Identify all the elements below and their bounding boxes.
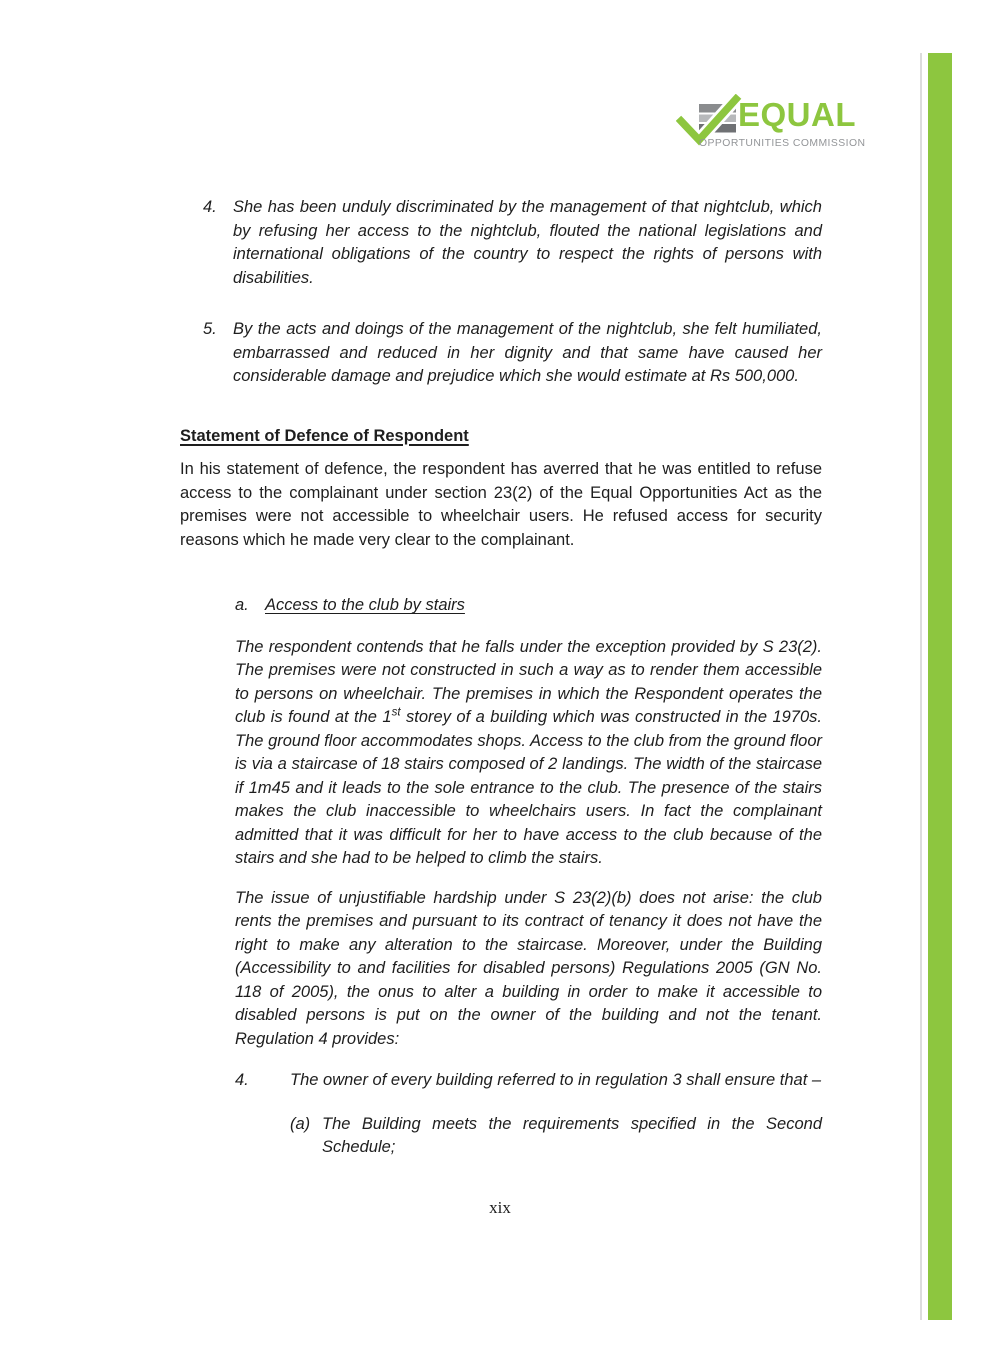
green-accent-bar (928, 53, 952, 1320)
regulation-text: The owner of every building referred to in regulation 3 shall ensure that – (290, 1071, 822, 1089)
item-text: By the acts and doings of the management of the nightclub, she felt humiliated, embarrassed and reduced in her dignity and that same have caused her considerable damage and prejudice which she would estimate at Rs 500,000. (233, 320, 822, 385)
complaint-item-5 (203, 318, 822, 389)
body-paragraph-hardship: The issue of unjustifiable hardship under S 23(2)(b) does not arise: the club rents the premises and pursuant to its contract of tenancy it does not have the right to make any alteration to the staircase. Moreover, under the Building (Accessibility to and facilities for disabled persons) Regulations 2005 (GN No. 118 of 2005), the onus to alter a building in order to make it accessible to disabled persons is put on the owner of the building and not the tenant. Regulation 4 provides: (235, 888, 822, 1048)
item-text: She has been unduly discriminated by the management of that nightclub, which by refusing her access to the nightclub, flouted the national legislations and international obligations of the country to respect the rights of persons with disabilities. (233, 198, 822, 287)
subsection-title: Access to the club by stairs (265, 596, 465, 614)
document-body (180, 196, 822, 1160)
subsection-label: a. (235, 596, 249, 614)
regulation-item-4 (235, 1069, 822, 1093)
ordinal-superscript: st (391, 706, 401, 719)
page-number: xix (489, 1198, 511, 1217)
item-number: 4. (203, 198, 217, 216)
accent-bar-shadow (920, 53, 922, 1320)
regulation-number: 4. (235, 1071, 249, 1089)
item-number: 5. (203, 320, 217, 338)
paragraph-text: storey of a building which was constructed in the 1970s. The ground floor accommodates shops. Access to the club from the ground floor is via a staircase of 18 stairs composed of 2 landings. The width of the staircase if 1m45 and it leads to the sole entrance to the club. The presence of the stairs makes the club inaccessible to wheelchairs users. In fact the complainant admitted that it was difficult for her to have access to the club because of the stairs and she had to be helped to climb the stairs. (235, 708, 822, 867)
complaint-item-4 (203, 196, 822, 290)
body-paragraph-access (235, 636, 822, 871)
defence-intro-paragraph: In his statement of defence, the respondent has averred that he was entitled to refuse access to the complainant under section 23(2) of the Equal Opportunities Act as the premises were not accessible to wheelchair users. He refused access for security reasons which he made very clear to the complainant. (180, 460, 822, 549)
subsection-a-heading (235, 594, 822, 618)
subitem-label: (a) (290, 1114, 311, 1133)
regulation-subitem-a (290, 1113, 822, 1160)
logo-wordmark: EQUAL (738, 96, 856, 133)
eoc-logo (676, 94, 866, 156)
paragraph-text: The respondent contends that he falls under the exception provided by S 23(2). The premises were not constructed in such a way as to render them accessible to persons on wheelchair. The premises in which the Respondent operates the club is found at the 1 (235, 637, 822, 726)
subitem-text: The Building meets the requirements specified in the Second Schedule; (322, 1114, 822, 1156)
logo-subtitle: OPPORTUNITIES COMMISSION (699, 138, 866, 149)
defence-heading: Statement of Defence of Respondent (180, 426, 469, 445)
